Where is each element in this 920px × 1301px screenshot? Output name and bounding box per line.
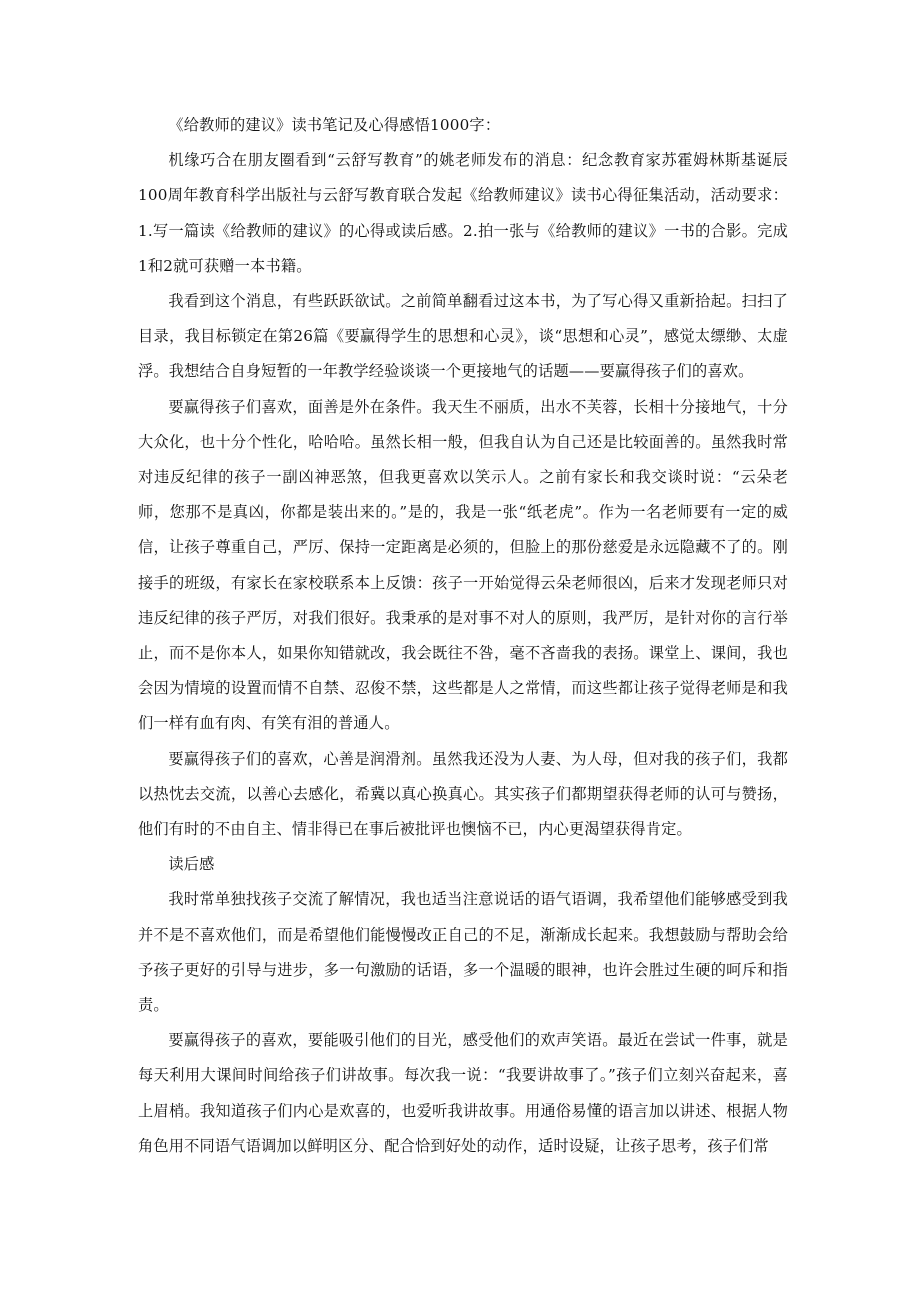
paragraph: 我看到这个消息，有些跃跃欲试。之前简单翻看过这本书，为了写心得又重新拾起。扫扫了目录，我目标锁定在第26篇《要赢得学生的思想和心灵》，谈“思想和心灵”，感觉太缥缈、太虚浮。我想结合自身短暂的一年教学经验谈谈一个更接地气的话题——要赢得孩子们的喜欢。 [138,292,788,381]
paragraph: 我时常单独找孩子交流了解情况，我也适当注意说话的语气语调，我希望他们能够感受到我并不是不喜欢他们，而是希望他们能慢慢改正自己的不足，渐渐成长起来。我想鼓励与帮助会给予孩子更好的引导与进步，多一句激励的话语，多一个温暖的眼神，也许会胜过生硬的呵斥和指责。 [138,890,788,1015]
paragraph: 机缘巧合在朋友圈看到“云舒写教育”的姚老师发布的消息：纪念教育家苏霍姆林斯基诞辰100周年教育科学出版社与云舒写教育联合发起《给教师建议》读书心得征集活动，活动要求：1.写一篇读《给教师的建议》的心得或读后感。2.拍一张与《给教师的建议》一书的合影。完成1和2就可获赠一本书籍。 [138,151,788,275]
paragraph: 要赢得孩子的喜欢，要能吸引他们的目光，感受他们的欢声笑语。最近在尝试一件事，就是每天利用大课间时间给孩子们讲故事。每次我一说：“我要讲故事了。”孩子们立刻兴奋起来，喜上眉梢。我知道孩子们内心是欢喜的，也爱听我讲故事。用通俗易懂的语言加以讲述、根据人物角色用不同语气语调加以鲜明区分、配合恰到好处的动作，适时设疑，让孩子思考，孩子们常 [138,1031,788,1155]
document-body [138,108,788,1164]
document-title: 《给教师的建议》读书笔记及心得感悟1000字： [168,116,501,134]
paragraph: 要赢得孩子们的喜欢，心善是润滑剂。虽然我还没为人妻、为人母，但对我的孩子们，我都以热忱去交流，以善心去感化，希冀以真心换真心。其实孩子们都期望获得老师的认可与赞扬，他们有时的不由自主、情非得已在事后被批评也懊恼不已，内心更渴望获得肯定。 [138,749,788,839]
paragraph: 要赢得孩子们喜欢，面善是外在条件。我天生不丽质，出水不芙蓉，长相十分接地气，十分大众化，也十分个性化，哈哈哈。虽然长相一般，但我自认为自己还是比较面善的。虽然我时常对违反纪律的孩子一副凶神恶煞，但我更喜欢以笑示人。之前有家长和我交谈时说：“云朵老师，您那不是真凶，你都是装出来的。”是的，我是一张“纸老虎”。作为一名老师要有一定的威信，让孩子尊重自己，严厉、保持一定距离是必须的，但脸上的那份慈爱是永远隐藏不了的。刚接手的班级，有家长在家校联系本上反馈：孩子一开始觉得云朵老师很凶，后来才发现老师只对违反纪律的孩子严厉，对我们很好。我秉承的是对事不对人的原则，我严厉，是针对你的言行举止，而不是你本人，如果你知错就改，我会既往不咎，毫不吝啬我的表扬。课堂上、课间，我也会因为情境的设置而情不自禁、忍俊不禁，这些都是人之常情，而这些都让孩子觉得老师是和我们一样有血有肉、有笑有泪的普通人。 [138,397,788,733]
section-heading: 读后感 [168,855,215,874]
